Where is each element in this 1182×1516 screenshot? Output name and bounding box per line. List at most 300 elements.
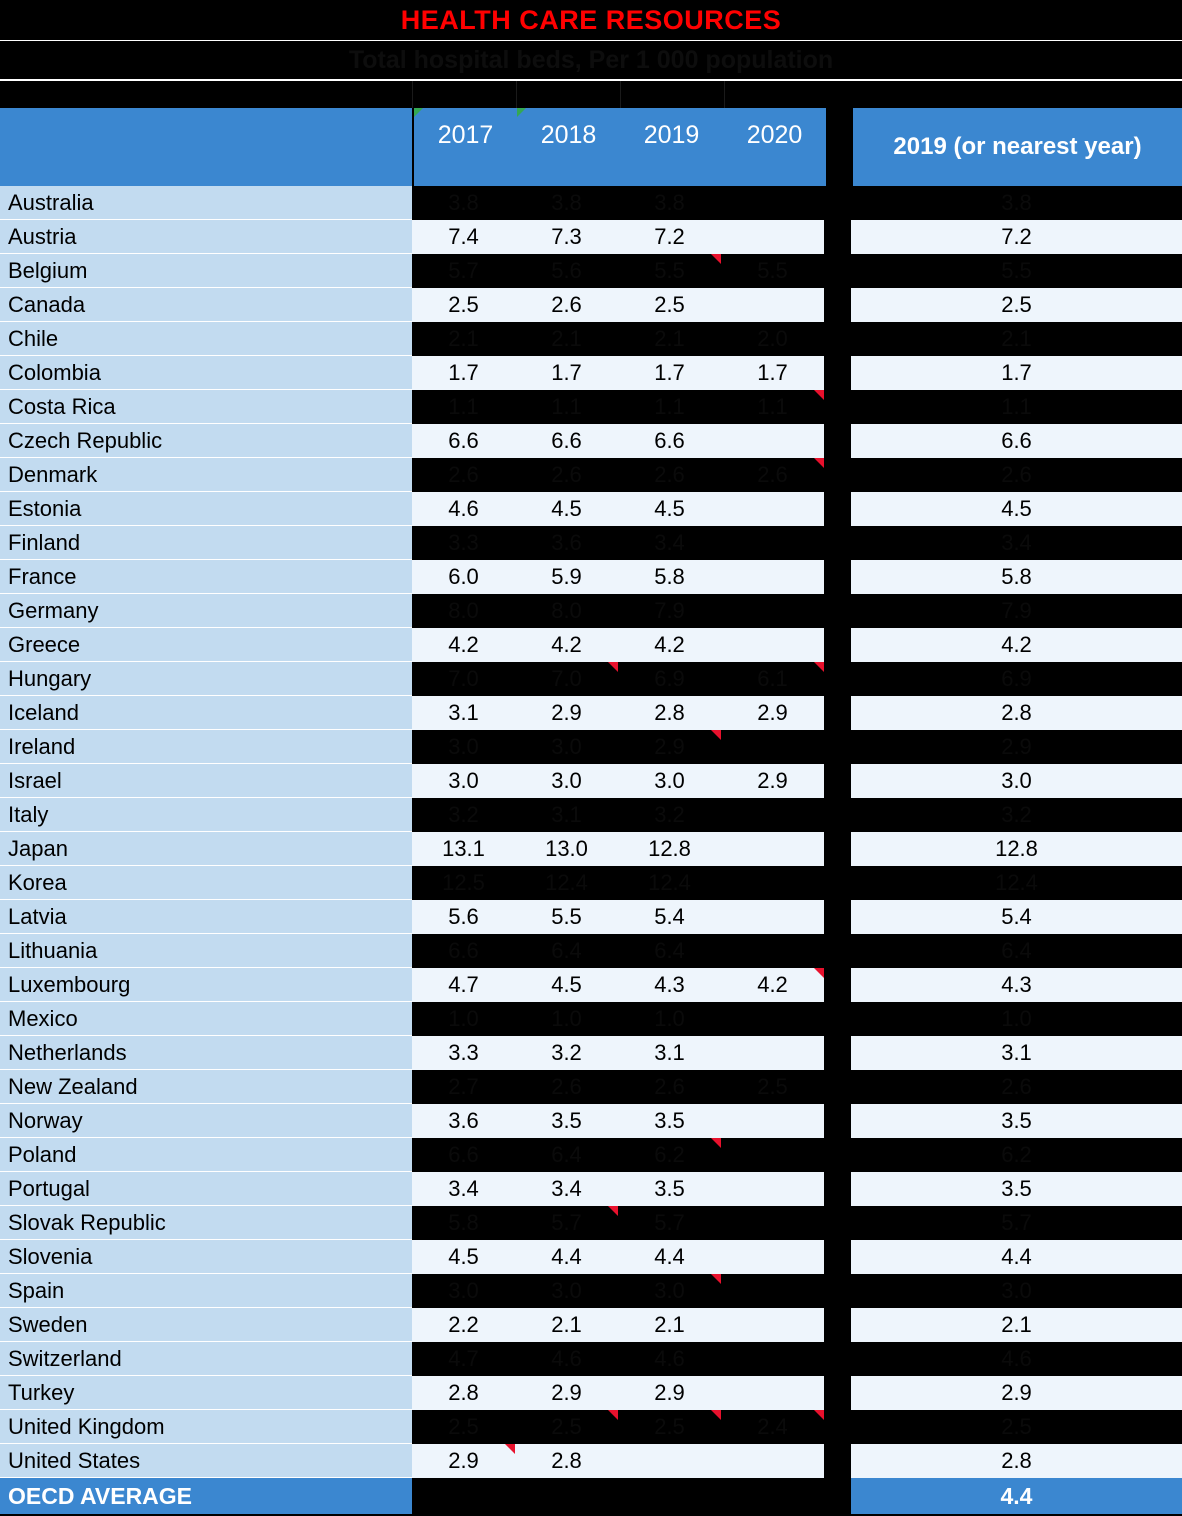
cell-v2020 [721, 1206, 824, 1240]
table-row [0, 526, 1182, 560]
cell-v2017: 4.5 [412, 1240, 515, 1274]
cell-v2018: 4.6 [515, 1342, 618, 1376]
cell-v2020 [721, 186, 824, 220]
row-country-label: United States [0, 1444, 412, 1478]
cell-v2018: 3.0 [515, 730, 618, 764]
cell-v2019: 6.2 [618, 1138, 721, 1172]
cell-v2017: 1.0 [412, 1002, 515, 1036]
cell-latest: 3.0 [851, 1274, 1182, 1308]
cell-spacer [824, 934, 851, 968]
table-row [0, 1376, 1182, 1410]
cell-v2017: 6.0 [412, 560, 515, 594]
cell-v2020 [721, 594, 824, 628]
cell-latest: 4.4 [851, 1240, 1182, 1274]
cell-v2017: 3.1 [412, 696, 515, 730]
oecd-average-spacer [824, 1478, 851, 1514]
cell-latest: 2.8 [851, 1444, 1182, 1478]
table-row [0, 458, 1182, 492]
table-row [0, 1172, 1182, 1206]
row-country-label: Sweden [0, 1308, 412, 1342]
cell-spacer [824, 1410, 851, 1444]
cell-v2017: 2.1 [412, 322, 515, 356]
cell-v2019: 1.7 [618, 356, 721, 390]
oecd-average-label: OECD AVERAGE [0, 1478, 412, 1514]
row-country-label: Finland [0, 526, 412, 560]
table-row [0, 1036, 1182, 1070]
row-country-label: Israel [0, 764, 412, 798]
cell-v2017: 7.4 [412, 220, 515, 254]
cell-v2020 [721, 560, 824, 594]
cell-v2018: 5.6 [515, 254, 618, 288]
cell-latest: 5.7 [851, 1206, 1182, 1240]
table-row [0, 1206, 1182, 1240]
cell-spacer [824, 526, 851, 560]
cell-v2019: 2.6 [618, 458, 721, 492]
cell-spacer [824, 1070, 851, 1104]
cell-v2020 [721, 1138, 824, 1172]
cell-spacer [824, 968, 851, 1002]
cell-v2019: 2.1 [618, 322, 721, 356]
cell-spacer [824, 628, 851, 662]
row-country-label: Mexico [0, 1002, 412, 1036]
table-row [0, 1274, 1182, 1308]
cell-spacer [824, 1376, 851, 1410]
cell-v2019: 3.4 [618, 526, 721, 560]
cell-v2018: 2.6 [515, 1070, 618, 1104]
cell-v2020 [721, 1104, 824, 1138]
header-spacer [826, 108, 853, 186]
cell-spacer [824, 798, 851, 832]
cell-spacer [824, 1444, 851, 1478]
cell-latest: 3.5 [851, 1104, 1182, 1138]
spacer-latest-cell [855, 81, 1182, 108]
table-row [0, 1104, 1182, 1138]
row-country-label: Costa Rica [0, 390, 412, 424]
cell-v2019: 4.3 [618, 968, 721, 1002]
cell-v2017: 4.7 [412, 968, 515, 1002]
cell-v2018: 4.5 [515, 492, 618, 526]
cell-v2020 [721, 934, 824, 968]
cell-v2019: 5.7 [618, 1206, 721, 1240]
cell-v2019: 1.0 [618, 1002, 721, 1036]
cell-v2019: 3.0 [618, 764, 721, 798]
cell-v2019: 4.5 [618, 492, 721, 526]
cell-spacer [824, 220, 851, 254]
cell-v2017: 3.6 [412, 1104, 515, 1138]
table-row [0, 1002, 1182, 1036]
table-row [0, 730, 1182, 764]
cell-v2020 [721, 900, 824, 934]
cell-v2017: 5.7 [412, 254, 515, 288]
cell-v2018: 3.0 [515, 764, 618, 798]
cell-v2020 [721, 1376, 824, 1410]
page-subtitle: Total hospital beds, Per 1 000 population [348, 45, 834, 74]
row-country-label: Lithuania [0, 934, 412, 968]
cell-spacer [824, 322, 851, 356]
cell-spacer [824, 356, 851, 390]
table-row [0, 594, 1182, 628]
cell-spacer [824, 458, 851, 492]
cell-v2017: 5.8 [412, 1206, 515, 1240]
header-year-2017[interactable]: 2017 [414, 108, 517, 186]
table-body [0, 186, 1182, 1478]
row-country-label: Switzerland [0, 1342, 412, 1376]
cell-latest: 3.8 [851, 186, 1182, 220]
cell-v2018: 3.0 [515, 1274, 618, 1308]
cell-v2019: 6.4 [618, 934, 721, 968]
cell-latest: 2.6 [851, 458, 1182, 492]
row-country-label: Turkey [0, 1376, 412, 1410]
cell-v2020 [721, 1342, 824, 1376]
cell-spacer [824, 492, 851, 526]
cell-v2019: 7.2 [618, 220, 721, 254]
cell-v2019: 2.5 [618, 1410, 721, 1444]
row-country-label: Hungary [0, 662, 412, 696]
row-country-label: Portugal [0, 1172, 412, 1206]
cell-latest: 4.2 [851, 628, 1182, 662]
cell-v2017: 2.9 [412, 1444, 515, 1478]
cell-v2018: 3.6 [515, 526, 618, 560]
table-row [0, 492, 1182, 526]
cell-v2018: 2.1 [515, 322, 618, 356]
table-row [0, 1240, 1182, 1274]
table-row [0, 968, 1182, 1002]
cell-latest: 5.8 [851, 560, 1182, 594]
cell-v2020 [721, 1002, 824, 1036]
cell-v2017: 1.7 [412, 356, 515, 390]
cell-v2019: 1.1 [618, 390, 721, 424]
table-row [0, 1410, 1182, 1444]
cell-latest: 2.1 [851, 322, 1182, 356]
table-row [0, 220, 1182, 254]
cell-v2017: 8.0 [412, 594, 515, 628]
row-country-label: Denmark [0, 458, 412, 492]
cell-v2018: 5.9 [515, 560, 618, 594]
cell-v2020: 2.0 [721, 322, 824, 356]
cell-v2019: 2.5 [618, 288, 721, 322]
header-country [0, 108, 414, 186]
cell-v2017: 2.8 [412, 1376, 515, 1410]
row-country-label: New Zealand [0, 1070, 412, 1104]
cell-v2018: 3.5 [515, 1104, 618, 1138]
row-country-label: Chile [0, 322, 412, 356]
cell-v2020 [721, 1036, 824, 1070]
table-row [0, 900, 1182, 934]
cell-v2018: 12.4 [515, 866, 618, 900]
oecd-average-row [0, 1478, 1182, 1514]
cell-v2017: 3.2 [412, 798, 515, 832]
cell-spacer [824, 560, 851, 594]
title-bar [0, 0, 1182, 41]
cell-v2020 [721, 1444, 824, 1478]
row-country-label: Iceland [0, 696, 412, 730]
cell-latest: 5.4 [851, 900, 1182, 934]
cell-v2018: 2.9 [515, 696, 618, 730]
table-row [0, 390, 1182, 424]
cell-spacer [824, 288, 851, 322]
cell-latest: 3.1 [851, 1036, 1182, 1070]
cell-v2019: 5.5 [618, 254, 721, 288]
cell-v2018: 7.3 [515, 220, 618, 254]
cell-v2017: 12.5 [412, 866, 515, 900]
row-country-label: Luxembourg [0, 968, 412, 1002]
row-country-label: Ireland [0, 730, 412, 764]
cell-v2017: 1.1 [412, 390, 515, 424]
cell-v2017: 6.6 [412, 1138, 515, 1172]
table-row [0, 628, 1182, 662]
cell-v2017: 2.6 [412, 458, 515, 492]
row-country-label: Spain [0, 1274, 412, 1308]
cell-v2019: 2.8 [618, 696, 721, 730]
row-country-label: France [0, 560, 412, 594]
cell-latest: 6.9 [851, 662, 1182, 696]
cell-spacer [824, 764, 851, 798]
cell-latest: 2.9 [851, 1376, 1182, 1410]
spacer-narrow-cell [828, 81, 855, 108]
cell-spacer [824, 1342, 851, 1376]
cell-v2020: 2.6 [721, 458, 824, 492]
cell-v2017: 5.6 [412, 900, 515, 934]
row-country-label: Germany [0, 594, 412, 628]
cell-v2017: 7.0 [412, 662, 515, 696]
cell-v2019: 2.1 [618, 1308, 721, 1342]
row-country-label: Slovenia [0, 1240, 412, 1274]
cell-v2020 [721, 492, 824, 526]
cell-latest: 2.1 [851, 1308, 1182, 1342]
cell-v2018: 4.2 [515, 628, 618, 662]
cell-v2020 [721, 730, 824, 764]
cell-v2017: 3.0 [412, 764, 515, 798]
subtitle-bar [0, 41, 1182, 81]
cell-v2019: 3.1 [618, 1036, 721, 1070]
cell-v2019: 4.4 [618, 1240, 721, 1274]
cell-v2020: 6.1 [721, 662, 824, 696]
table-row [0, 798, 1182, 832]
cell-spacer [824, 662, 851, 696]
cell-v2018: 4.4 [515, 1240, 618, 1274]
cell-v2018: 5.5 [515, 900, 618, 934]
cell-v2020 [721, 220, 824, 254]
cell-spacer [824, 186, 851, 220]
cell-latest: 12.8 [851, 832, 1182, 866]
cell-v2020 [721, 288, 824, 322]
cell-v2018: 2.8 [515, 1444, 618, 1478]
spacer-row [0, 81, 1182, 108]
cell-v2019: 3.5 [618, 1172, 721, 1206]
header-year-2018[interactable]: 2018 [517, 108, 620, 186]
cell-v2017: 4.6 [412, 492, 515, 526]
cell-v2017: 2.2 [412, 1308, 515, 1342]
cell-spacer [824, 1172, 851, 1206]
cell-v2017: 6.6 [412, 934, 515, 968]
cell-v2019: 3.0 [618, 1274, 721, 1308]
cell-v2017: 3.8 [412, 186, 515, 220]
table-row [0, 832, 1182, 866]
cell-latest: 1.7 [851, 356, 1182, 390]
cell-v2020 [721, 798, 824, 832]
cell-v2018: 3.1 [515, 798, 618, 832]
row-country-label: Czech Republic [0, 424, 412, 458]
cell-latest: 6.2 [851, 1138, 1182, 1172]
row-country-label: United Kingdom [0, 1410, 412, 1444]
cell-v2020 [721, 526, 824, 560]
cell-latest: 2.6 [851, 1070, 1182, 1104]
cell-v2018: 1.7 [515, 356, 618, 390]
oecd-average-2019 [618, 1478, 721, 1514]
cell-spacer [824, 866, 851, 900]
cell-spacer [824, 1240, 851, 1274]
cell-v2020 [721, 832, 824, 866]
cell-v2017: 6.6 [412, 424, 515, 458]
cell-spacer [824, 424, 851, 458]
cell-v2020: 2.5 [721, 1070, 824, 1104]
cell-v2019: 5.8 [618, 560, 721, 594]
cell-v2018: 13.0 [515, 832, 618, 866]
cell-v2018: 3.2 [515, 1036, 618, 1070]
cell-v2018: 6.6 [515, 424, 618, 458]
cell-spacer [824, 1104, 851, 1138]
cell-v2020 [721, 628, 824, 662]
cell-v2018: 5.7 [515, 1206, 618, 1240]
spacer-year-cell [516, 81, 620, 108]
oecd-average-2017 [412, 1478, 515, 1514]
cell-v2020: 4.2 [721, 968, 824, 1002]
cell-v2020 [721, 866, 824, 900]
spacer-year-cell [412, 81, 516, 108]
row-country-label: Greece [0, 628, 412, 662]
cell-v2020: 1.7 [721, 356, 824, 390]
table-row [0, 1138, 1182, 1172]
table-row [0, 1444, 1182, 1478]
cell-v2020 [721, 1240, 824, 1274]
cell-v2020: 5.5 [721, 254, 824, 288]
table-row [0, 288, 1182, 322]
cell-v2020: 2.9 [721, 696, 824, 730]
cell-v2018: 2.1 [515, 1308, 618, 1342]
cell-v2019: 4.6 [618, 1342, 721, 1376]
cell-v2018: 1.1 [515, 390, 618, 424]
table-row [0, 866, 1182, 900]
cell-v2019: 5.4 [618, 900, 721, 934]
cell-latest: 4.6 [851, 1342, 1182, 1376]
spacer-country-cell [0, 81, 412, 108]
row-country-label: Australia [0, 186, 412, 220]
cell-v2017: 4.7 [412, 1342, 515, 1376]
cell-spacer [824, 1274, 851, 1308]
table-row [0, 424, 1182, 458]
row-country-label: Colombia [0, 356, 412, 390]
header-latest-year: 2019 (or nearest year) [853, 108, 1182, 186]
row-country-label: Latvia [0, 900, 412, 934]
cell-latest: 12.4 [851, 866, 1182, 900]
cell-spacer [824, 1206, 851, 1240]
cell-latest: 1.1 [851, 390, 1182, 424]
header-year-2019[interactable]: 2019 [620, 108, 723, 186]
oecd-average-2020 [721, 1478, 824, 1514]
header-year-2020[interactable]: 2020 [723, 108, 826, 186]
row-country-label: Estonia [0, 492, 412, 526]
cell-v2020 [721, 1308, 824, 1342]
cell-v2017: 2.5 [412, 1410, 515, 1444]
table-row [0, 696, 1182, 730]
cell-latest: 2.5 [851, 288, 1182, 322]
cell-latest: 1.0 [851, 1002, 1182, 1036]
cell-v2020 [721, 424, 824, 458]
spacer-year-cell [724, 81, 828, 108]
table-row [0, 322, 1182, 356]
table-row [0, 764, 1182, 798]
table-row [0, 560, 1182, 594]
cell-spacer [824, 1138, 851, 1172]
cell-latest: 3.4 [851, 526, 1182, 560]
cell-v2019: 2.6 [618, 1070, 721, 1104]
cell-v2018: 6.4 [515, 934, 618, 968]
cell-v2017: 2.7 [412, 1070, 515, 1104]
cell-latest: 7.2 [851, 220, 1182, 254]
table-row [0, 356, 1182, 390]
cell-latest: 2.8 [851, 696, 1182, 730]
row-country-label: Italy [0, 798, 412, 832]
row-country-label: Norway [0, 1104, 412, 1138]
cell-spacer [824, 594, 851, 628]
cell-spacer [824, 1036, 851, 1070]
row-country-label: Poland [0, 1138, 412, 1172]
cell-latest: 5.5 [851, 254, 1182, 288]
row-country-label: Korea [0, 866, 412, 900]
cell-v2017: 4.2 [412, 628, 515, 662]
cell-v2017: 3.0 [412, 1274, 515, 1308]
cell-v2018: 2.6 [515, 288, 618, 322]
cell-v2018: 3.4 [515, 1172, 618, 1206]
cell-v2019: 6.9 [618, 662, 721, 696]
row-country-label: Netherlands [0, 1036, 412, 1070]
row-country-label: Belgium [0, 254, 412, 288]
cell-v2017: 3.3 [412, 1036, 515, 1070]
cell-latest: 6.6 [851, 424, 1182, 458]
cell-v2020: 2.9 [721, 764, 824, 798]
row-country-label: Slovak Republic [0, 1206, 412, 1240]
cell-v2019: 3.8 [618, 186, 721, 220]
cell-v2019: 12.4 [618, 866, 721, 900]
table-row [0, 1308, 1182, 1342]
spacer-year-cell [620, 81, 724, 108]
cell-latest: 3.0 [851, 764, 1182, 798]
cell-v2019: 2.9 [618, 730, 721, 764]
cell-v2018: 3.8 [515, 186, 618, 220]
cell-v2020: 2.4 [721, 1410, 824, 1444]
cell-v2019: 3.2 [618, 798, 721, 832]
row-country-label: Japan [0, 832, 412, 866]
oecd-average-latest: 4.4 [851, 1478, 1182, 1514]
table-row [0, 186, 1182, 220]
cell-v2017: 3.4 [412, 1172, 515, 1206]
cell-latest: 4.5 [851, 492, 1182, 526]
cell-v2019: 7.9 [618, 594, 721, 628]
table-row [0, 254, 1182, 288]
cell-spacer [824, 696, 851, 730]
table-row [0, 1070, 1182, 1104]
cell-spacer [824, 390, 851, 424]
table-row [0, 934, 1182, 968]
cell-v2017: 3.3 [412, 526, 515, 560]
cell-latest: 2.5 [851, 1410, 1182, 1444]
cell-spacer [824, 832, 851, 866]
table-row [0, 662, 1182, 696]
table-row [0, 1342, 1182, 1376]
cell-v2018: 6.4 [515, 1138, 618, 1172]
page-title: HEALTH CARE RESOURCES [400, 4, 782, 35]
cell-spacer [824, 900, 851, 934]
